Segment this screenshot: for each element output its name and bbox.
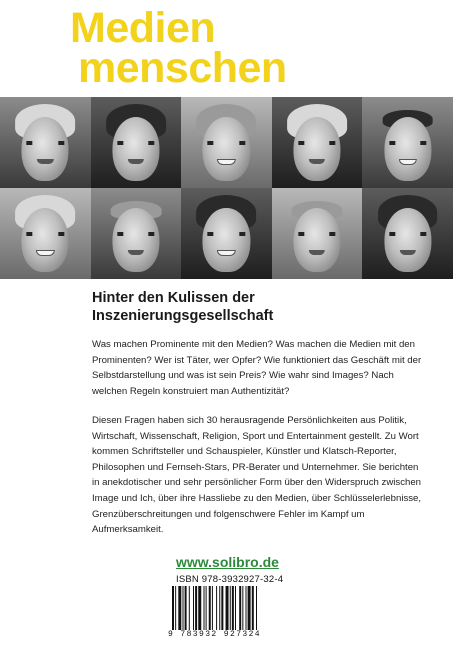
barcode-bar: [193, 586, 194, 630]
portrait-photo: [181, 97, 272, 188]
barcode-bar: [172, 586, 174, 630]
portrait-photo: [272, 188, 363, 279]
barcode-bar: [204, 586, 205, 630]
barcode-bar: [195, 586, 197, 630]
barcode-bar: [221, 586, 223, 630]
publisher-website-link[interactable]: www.solibro.de: [176, 554, 279, 570]
barcode-bar: [256, 586, 257, 630]
barcode-bar: [198, 586, 201, 630]
barcode-bar: [189, 586, 190, 630]
barcode-digits: 9 783932 927324: [168, 630, 262, 639]
title-line-2: menschen: [78, 44, 287, 92]
barcode-graphic: [172, 586, 286, 630]
title-line-1: Medien: [70, 4, 216, 52]
portrait-photo: [272, 97, 363, 188]
portrait-photo: [91, 97, 182, 188]
barcode-bar: [230, 586, 231, 630]
barcode-bar: [246, 586, 247, 630]
barcode-bar: [178, 586, 181, 630]
barcode-bar: [226, 586, 229, 630]
barcode-bar: [242, 586, 243, 630]
portrait-photo: [0, 188, 91, 279]
barcode-bar: [212, 586, 213, 630]
subtitle-line-2: Inszenierungsgesellschaft: [92, 308, 274, 324]
barcode-bar: [185, 586, 187, 630]
barcode: [168, 586, 288, 642]
barcode-bar: [216, 586, 217, 630]
barcode-bar: [248, 586, 251, 630]
blurb-paragraph-2: Diesen Fragen haben sich 30 herausragende Persönlichkeiten aus Politik, Wirtschaft, Wissenschaft, Religion, Sport und Entertainment gestellt. Zu Wort kommen Schriftsteller und Schauspieler, Künstler und Klatsch-Reporter, Philosophen und Fernseh-Stars, PR-Berater und Unternehmer. Sie berichten in anekdotischer und sehr persönlicher Form über den Widerspruch zwischen Image und Ich, über ihre Hassliebe zu den Medien, über Schlüsselerlebnisse, Grenzüberschreitungen und folgenschwere Fehler im Kampf um Aufmerksamkeit.: [92, 415, 422, 536]
barcode-bar: [252, 586, 254, 630]
barcode-bar: [206, 586, 207, 630]
barcode-bar: [209, 586, 211, 630]
barcode-bar: [235, 586, 236, 630]
barcode-bar: [175, 586, 176, 630]
portrait-photo: [362, 97, 453, 188]
portrait-photo: [91, 188, 182, 279]
barcode-bar: [232, 586, 234, 630]
portrait-photo: [181, 188, 272, 279]
barcode-bar: [239, 586, 241, 630]
book-subtitle: [92, 289, 422, 325]
blurb-paragraph-1: Was machen Prominente mit den Medien? Was machen die Medien mit den Prominenten? Wer ist Täter, wer Opfer? Wie funktioniert das Geschäft mit der Selbstdarstellung und was ist sein Preis? Wie wahr sind Images? Nach welchen Regeln konstruiert man Authentizität?: [92, 339, 422, 397]
barcode-bar: [219, 586, 220, 630]
book-title: [70, 4, 287, 92]
barcode-bar: [183, 586, 184, 630]
portrait-photo: [0, 97, 91, 188]
portrait-photo: [362, 188, 453, 279]
portrait-grid: [0, 97, 453, 279]
isbn-text: ISBN 978-3932927-32-4: [176, 574, 284, 585]
subtitle-line-1: Hinter den Kulissen der: [92, 290, 255, 306]
